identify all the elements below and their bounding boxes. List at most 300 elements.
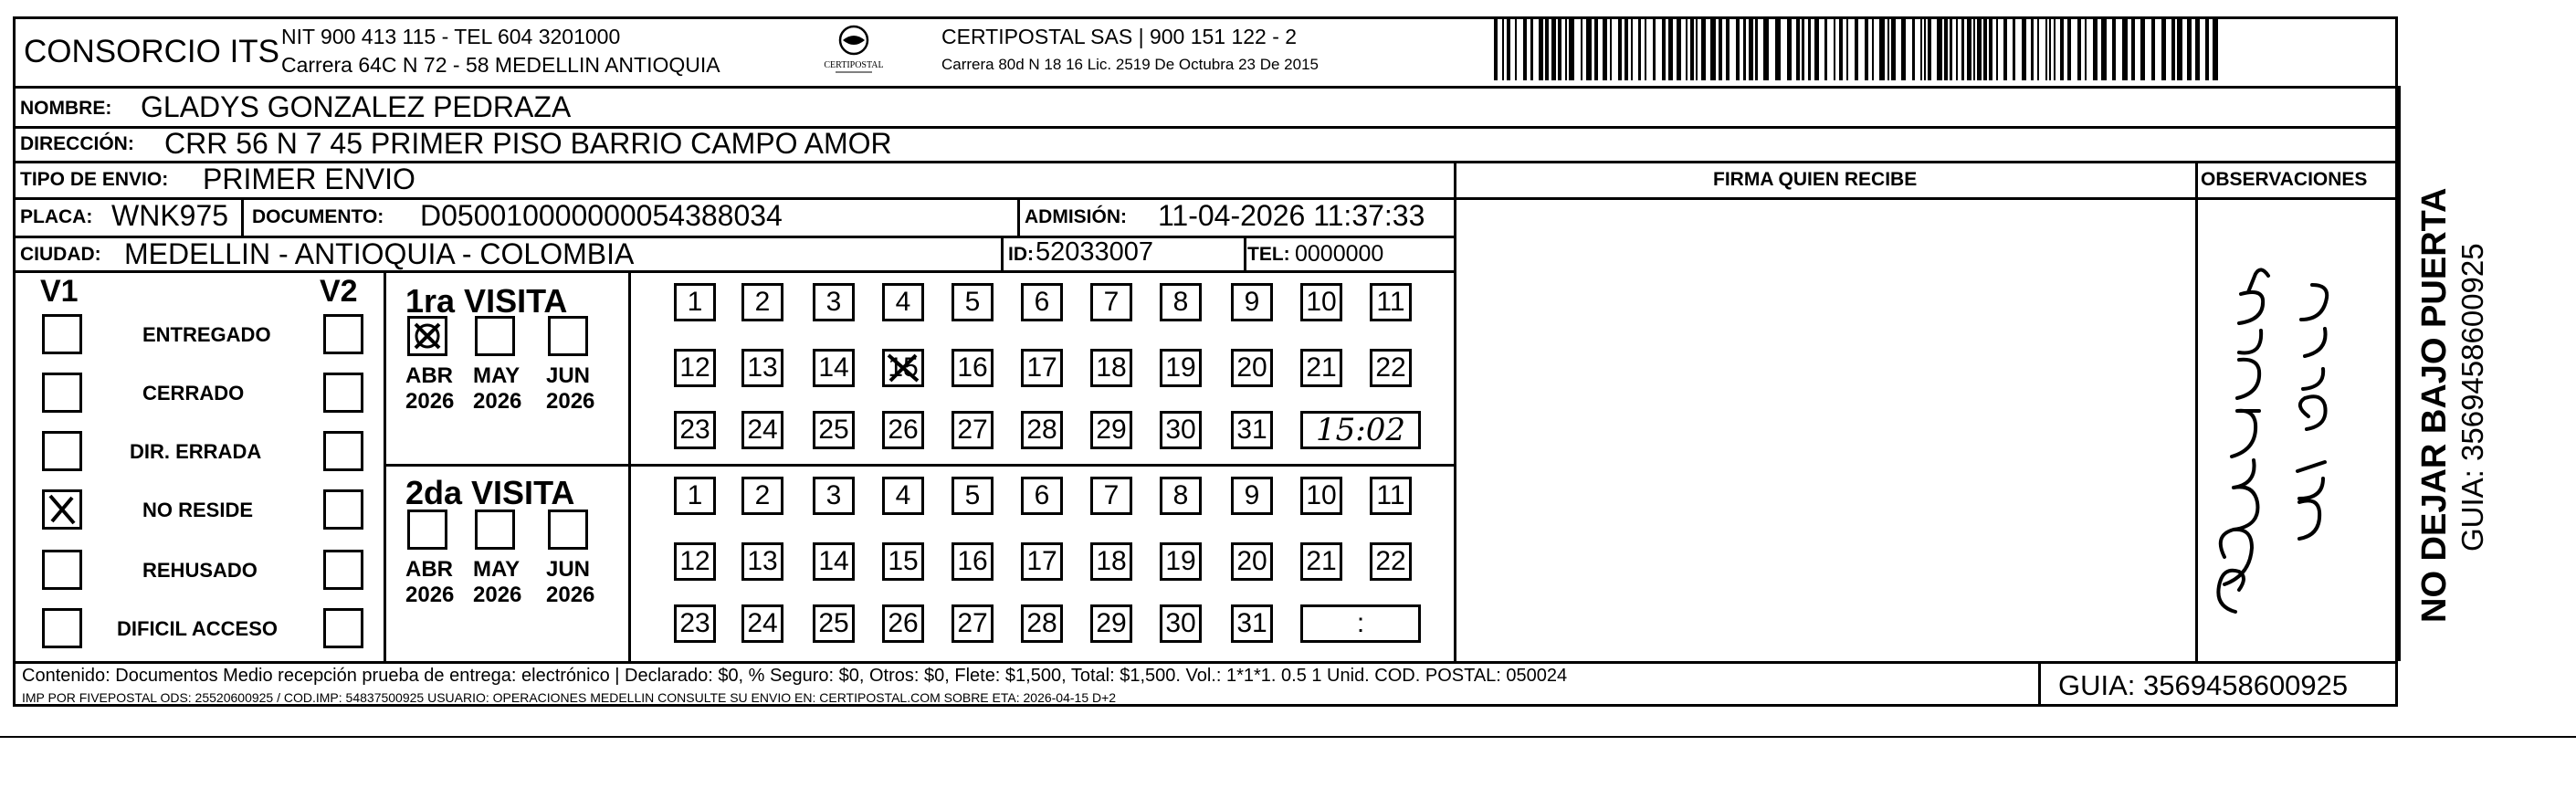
- placa-value: WNK975: [111, 199, 229, 232]
- barcode-bar: [1887, 16, 1889, 80]
- day-number: 28: [1026, 415, 1057, 445]
- day-number: 22: [1375, 352, 1406, 383]
- day-box[interactable]: [1231, 477, 1273, 515]
- status-label: NO RESIDE: [142, 499, 254, 521]
- barcode-bar: [1701, 16, 1706, 80]
- day-box[interactable]: [674, 349, 716, 387]
- day-number: 27: [957, 415, 988, 445]
- barcode-bar: [1872, 16, 1874, 80]
- barcode-bar: [1690, 16, 1694, 80]
- v2-checkbox[interactable]: [323, 314, 363, 354]
- barcode-bar: [1846, 16, 1848, 80]
- day-box[interactable]: [1021, 542, 1063, 581]
- barcode-bar: [2213, 16, 2218, 80]
- day-box[interactable]: [1300, 283, 1342, 321]
- barcode-bar: [1796, 16, 1800, 80]
- day-number: 18: [1096, 546, 1127, 576]
- day-number: 19: [1165, 352, 1196, 383]
- v2-checkbox[interactable]: [323, 373, 363, 413]
- month-name: MAY: [473, 557, 520, 582]
- v1-checkbox[interactable]: [42, 489, 82, 530]
- day-number: 9: [1244, 480, 1260, 510]
- day-number: 22: [1375, 546, 1406, 576]
- month-checkbox[interactable]: [548, 316, 588, 356]
- footer-contenido: Contenido: Documentos Medio recepción prueba de entrega: electrónico | Declarado: $0, % Seguro: $0, Otros: $0, Flete: $1,500, Total: $1,500. Vol.: 1*1*1. 0.5 1 Unid. COD. POSTAL: 050024: [22, 666, 1568, 686]
- day-box[interactable]: [1021, 283, 1063, 321]
- day-box[interactable]: [1370, 283, 1412, 321]
- day-box[interactable]: [1090, 411, 1132, 449]
- status-label: DIR. ERRADA: [130, 440, 262, 463]
- tear-line: [0, 736, 2576, 738]
- barcode-bar: [1802, 16, 1804, 80]
- barcode-bar: [1983, 16, 1987, 80]
- barcode: [1494, 16, 2224, 80]
- day-number: 26: [888, 415, 919, 445]
- v1-checkbox[interactable]: [42, 550, 82, 590]
- v1-checkbox[interactable]: [42, 373, 82, 413]
- barcode-bar: [1523, 16, 1527, 80]
- barcode-bar: [2122, 16, 2128, 80]
- nombre-label: NOMBRE:: [20, 98, 112, 119]
- day-number: 29: [1096, 608, 1127, 638]
- day-number: 2: [754, 287, 771, 317]
- tel-label: TEL:: [1247, 244, 1290, 265]
- day-number: 28: [1026, 608, 1057, 638]
- day-box[interactable]: [1160, 411, 1202, 449]
- barcode-bar: [1755, 16, 1758, 80]
- month-year: 2026: [473, 583, 522, 607]
- footer-guia: GUIA: 3569458600925: [2058, 669, 2349, 701]
- day-box[interactable]: [674, 542, 716, 581]
- v1-checkbox[interactable]: [42, 431, 82, 471]
- day-number: 17: [1026, 352, 1057, 383]
- placa-divider: [241, 197, 244, 236]
- day-number: 3: [825, 480, 842, 510]
- day-box[interactable]: [1231, 604, 1273, 643]
- day-number: 1: [687, 480, 703, 510]
- day-box[interactable]: [1300, 349, 1342, 387]
- day-number: 29: [1096, 415, 1127, 445]
- day-box[interactable]: [882, 604, 924, 643]
- v2-checkbox[interactable]: [323, 608, 363, 648]
- company-address: Carrera 64C N 72 - 58 MEDELLIN ANTIOQUIA: [281, 53, 720, 77]
- day-box[interactable]: [674, 411, 716, 449]
- month-year: 2026: [546, 583, 595, 607]
- address-box-edge: [2398, 86, 2401, 161]
- barcode-bar: [1551, 16, 1556, 80]
- day-number: 6: [1034, 480, 1050, 510]
- id-value: 52033007: [1036, 237, 1154, 267]
- day-box[interactable]: [813, 283, 855, 321]
- barcode-bar: [2140, 16, 2145, 80]
- barcode-bar: [1920, 16, 1922, 80]
- header-divider: [13, 86, 2398, 89]
- day-number: 5: [964, 480, 981, 510]
- footer-imp: IMP POR FIVEPOSTAL ODS: 25520600925 / COD.IMP: 54837500925 USUARIO: OPERACIONES MEDELLIN CONSULTE SU ENVIO EN: CERTIPOSTAL.COM SOBRE ETA: 2026-04-15 D+2: [22, 690, 1117, 705]
- day-box[interactable]: [1021, 604, 1063, 643]
- day-box[interactable]: [1160, 542, 1202, 581]
- status-label: ENTREGADO: [142, 323, 271, 346]
- barcode-bar: [1502, 16, 1504, 80]
- day-number: 8: [1172, 480, 1189, 510]
- first-visit-title: 1ra VISITA: [405, 282, 568, 320]
- barcode-bar: [1834, 16, 1835, 80]
- v2-checkbox[interactable]: [323, 550, 363, 590]
- day-number: 14: [818, 352, 849, 383]
- barcode-bar: [1507, 16, 1510, 80]
- day-box[interactable]: [1300, 542, 1342, 581]
- day-number: 12: [679, 546, 710, 576]
- day-number: 15: [888, 352, 919, 383]
- day-box[interactable]: [952, 604, 994, 643]
- barcode-bar: [2060, 16, 2064, 80]
- ciudad-value: MEDELLIN - ANTIOQUIA - COLOMBIA: [124, 237, 635, 270]
- footer-guia-divider: [2038, 661, 2041, 707]
- barcode-bar: [1937, 16, 1942, 80]
- day-number: 3: [825, 287, 842, 317]
- direccion-label: DIRECCIÓN:: [20, 133, 134, 154]
- day-box[interactable]: [674, 283, 716, 321]
- day-box[interactable]: [952, 477, 994, 515]
- month-checkbox[interactable]: [407, 510, 447, 550]
- first-visit-time-box[interactable]: [1300, 411, 1421, 449]
- barcode-bar: [1824, 16, 1827, 80]
- barcode-bar: [2187, 16, 2192, 80]
- barcode-bar: [1814, 16, 1819, 80]
- barcode-bar: [1494, 16, 1498, 80]
- day-box[interactable]: [1231, 283, 1273, 321]
- day-number: 10: [1306, 287, 1337, 317]
- day-box[interactable]: [882, 542, 924, 581]
- tipo-value: PRIMER ENVIO: [203, 163, 415, 195]
- observaciones-right-edge: [2398, 161, 2401, 661]
- barcode-bar: [1662, 16, 1666, 80]
- documento-value: D050010000000054388034: [420, 199, 783, 232]
- month-name: JUN: [546, 557, 591, 582]
- barcode-bar: [2022, 16, 2026, 80]
- day-box[interactable]: [813, 604, 855, 643]
- barcode-bar: [2205, 16, 2209, 80]
- barcode-bar: [2093, 16, 2098, 80]
- barcode-bar: [2131, 16, 2135, 80]
- day-box[interactable]: [1370, 477, 1412, 515]
- month-year: 2026: [473, 389, 522, 414]
- certipostal-line: CERTIPOSTAL SAS | 900 151 122 - 2: [941, 25, 1298, 48]
- barcode-bar: [1928, 16, 1931, 80]
- day-number: 11: [1376, 480, 1405, 510]
- day-number: 13: [747, 352, 778, 383]
- barcode-bar: [1638, 16, 1641, 80]
- barcode-bar: [1668, 16, 1673, 80]
- month-year: 2026: [405, 583, 455, 607]
- month-year: 2026: [405, 389, 455, 414]
- v1-checkbox[interactable]: [42, 608, 82, 648]
- day-box[interactable]: [813, 411, 855, 449]
- day-number: 24: [747, 608, 778, 638]
- barcode-bar: [2177, 16, 2182, 80]
- barcode-bar: [1787, 16, 1792, 80]
- day-number: 20: [1236, 352, 1267, 383]
- barcode-bar: [1839, 16, 1843, 80]
- id-divider: [1001, 236, 1004, 270]
- barcode-bar: [1967, 16, 1971, 80]
- day-box[interactable]: [1300, 477, 1342, 515]
- day-box[interactable]: [1370, 542, 1412, 581]
- day-number: 10: [1306, 480, 1337, 510]
- day-number: 7: [1103, 480, 1120, 510]
- barcode-bar: [1539, 16, 1543, 80]
- day-box[interactable]: [882, 411, 924, 449]
- barcode-bar: [2054, 16, 2056, 80]
- v1-checkbox[interactable]: [42, 314, 82, 354]
- month-year: 2026: [546, 389, 595, 414]
- barcode-bar: [1956, 16, 1958, 80]
- day-box[interactable]: [1231, 411, 1273, 449]
- month-name: JUN: [546, 363, 591, 388]
- firma-header: FIRMA QUIEN RECIBE: [1713, 169, 1918, 190]
- barcode-bar: [1901, 16, 1906, 80]
- barcode-bar: [1530, 16, 1533, 80]
- barcode-bar: [1686, 16, 1688, 80]
- barcode-bar: [1891, 16, 1896, 80]
- visit-time: :: [1356, 608, 1365, 638]
- day-number: 25: [818, 415, 849, 445]
- day-box[interactable]: [741, 604, 783, 643]
- day-box[interactable]: [952, 283, 994, 321]
- day-number: 20: [1236, 546, 1267, 576]
- barcode-bar: [1545, 16, 1549, 80]
- admision-divider: [1017, 197, 1020, 236]
- day-box[interactable]: [952, 349, 994, 387]
- id-label: ID:: [1008, 244, 1034, 265]
- certipostal-address: Carrera 80d N 18 16 Lic. 2519 De Octubra 23 De 2015: [941, 56, 1319, 73]
- day-number: 5: [964, 287, 981, 317]
- day-box[interactable]: [1021, 349, 1063, 387]
- barcode-bar: [2067, 16, 2071, 80]
- barcode-bar: [2045, 16, 2047, 80]
- barcode-bar: [1726, 16, 1730, 80]
- day-box[interactable]: [1160, 604, 1202, 643]
- day-box[interactable]: [1090, 283, 1132, 321]
- barcode-bar: [1677, 16, 1681, 80]
- day-number: 25: [818, 608, 849, 638]
- barcode-bar: [1645, 16, 1646, 80]
- month-name: MAY: [473, 363, 520, 388]
- day-number: 12: [679, 352, 710, 383]
- barcode-bar: [1961, 16, 1964, 80]
- firma-divider: [1454, 161, 1456, 661]
- observation-handwriting: [2197, 228, 2398, 648]
- month-checkbox[interactable]: [548, 510, 588, 550]
- day-box[interactable]: [952, 542, 994, 581]
- day-box[interactable]: [1090, 349, 1132, 387]
- documento-label: DOCUMENTO:: [252, 206, 384, 227]
- certipostal-logo: [813, 24, 895, 79]
- visit-time: 15:02: [1316, 412, 1405, 448]
- barcode-bar: [2161, 16, 2166, 80]
- day-box[interactable]: [1090, 542, 1132, 581]
- barcode-bar: [2077, 16, 2081, 80]
- day-number: 30: [1165, 608, 1196, 638]
- v2-label: V2: [320, 274, 358, 309]
- day-box[interactable]: [674, 477, 716, 515]
- barcode-bar: [2049, 16, 2051, 80]
- day-box[interactable]: [1160, 283, 1202, 321]
- day-box[interactable]: [1090, 477, 1132, 515]
- visit-divider: [384, 464, 1454, 467]
- day-box[interactable]: [813, 349, 855, 387]
- day-number: 17: [1026, 546, 1057, 576]
- barcode-bar: [1977, 16, 1982, 80]
- day-number: 19: [1165, 546, 1196, 576]
- day-number: 21: [1306, 546, 1337, 576]
- day-box[interactable]: [741, 477, 783, 515]
- barcode-bar: [1749, 16, 1753, 80]
- day-box[interactable]: [1160, 349, 1202, 387]
- day-number: 18: [1096, 352, 1127, 383]
- day-number: 11: [1376, 287, 1405, 317]
- day-number: 24: [747, 415, 778, 445]
- day-box[interactable]: [741, 542, 783, 581]
- barcode-bar: [1912, 16, 1915, 80]
- barcode-bar: [1624, 16, 1628, 80]
- company-nit: NIT 900 413 115 - TEL 604 3201000: [281, 25, 621, 48]
- day-box[interactable]: [882, 349, 924, 387]
- v1-label: V1: [40, 274, 79, 309]
- barcode-bar: [2112, 16, 2116, 80]
- status-label: REHUSADO: [142, 559, 258, 582]
- v2-checkbox[interactable]: [323, 431, 363, 471]
- day-box[interactable]: [1021, 477, 1063, 515]
- admision-value: 11-04-2026 11:37:33: [1158, 199, 1425, 232]
- barcode-bar: [1865, 16, 1868, 80]
- status-label: DIFICIL ACCESO: [117, 617, 279, 640]
- day-number: 16: [957, 352, 988, 383]
- day-box[interactable]: [674, 604, 716, 643]
- observaciones-header: OBSERVACIONES: [2201, 169, 2368, 190]
- day-box[interactable]: [882, 477, 924, 515]
- barcode-bar: [1558, 16, 1561, 80]
- day-number: 1: [687, 287, 703, 317]
- day-number: 31: [1236, 608, 1267, 638]
- day-box[interactable]: [1370, 349, 1412, 387]
- barcode-bar: [2003, 16, 2007, 80]
- admision-label: ADMISIÓN:: [1025, 206, 1127, 227]
- barcode-bar: [1924, 16, 1926, 80]
- ciudad-label: CIUDAD:: [20, 244, 101, 265]
- barcode-bar: [1603, 16, 1607, 80]
- barcode-bar: [1719, 16, 1722, 80]
- barcode-bar: [2085, 16, 2087, 80]
- v2-checkbox[interactable]: [323, 489, 363, 530]
- day-number: 23: [679, 415, 710, 445]
- day-box[interactable]: [813, 477, 855, 515]
- day-box[interactable]: [741, 411, 783, 449]
- barcode-bar: [1610, 16, 1612, 80]
- day-number: 14: [818, 546, 849, 576]
- day-number: 30: [1165, 415, 1196, 445]
- nombre-value: GLADYS GONZALEZ PEDRAZA: [141, 90, 572, 123]
- day-box[interactable]: [952, 411, 994, 449]
- day-box[interactable]: [813, 542, 855, 581]
- barcode-bar: [2101, 16, 2107, 80]
- company-name: CONSORCIO ITS: [24, 34, 280, 69]
- day-box[interactable]: [1160, 477, 1202, 515]
- day-number: 23: [679, 608, 710, 638]
- month-name: ABR: [405, 557, 453, 582]
- day-number: 4: [895, 480, 911, 510]
- barcode-bar: [1594, 16, 1598, 80]
- day-number: 27: [957, 608, 988, 638]
- barcode-bar: [1586, 16, 1592, 80]
- barcode-bar: [1565, 16, 1567, 80]
- second-visit-time-box[interactable]: [1300, 604, 1421, 643]
- row-divider: [13, 270, 1454, 273]
- day-number: 7: [1103, 287, 1120, 317]
- month-name: ABR: [405, 363, 453, 388]
- day-number: 31: [1236, 415, 1267, 445]
- barcode-bar: [1989, 16, 1992, 80]
- no-dejar-bajo-puerta: NO DEJAR BAJO PUERTA: [2415, 187, 2454, 623]
- day-number: 13: [747, 546, 778, 576]
- day-mark: [885, 352, 921, 392]
- month-checkbox[interactable]: [475, 316, 515, 356]
- day-box[interactable]: [741, 283, 783, 321]
- day-number: 21: [1306, 352, 1337, 383]
- barcode-bar: [2037, 16, 2039, 80]
- barcode-bar: [2195, 16, 2200, 80]
- month-checkbox[interactable]: [407, 316, 447, 356]
- day-box[interactable]: [882, 283, 924, 321]
- barcode-bar: [1775, 16, 1781, 80]
- day-number: 9: [1244, 287, 1260, 317]
- barcode-bar: [1618, 16, 1622, 80]
- barcode-bar: [2013, 16, 2015, 80]
- barcode-bar: [1944, 16, 1948, 80]
- barcode-bar: [1763, 16, 1769, 80]
- day-number: 26: [888, 608, 919, 638]
- tel-divider: [1244, 236, 1246, 270]
- day-number: 15: [888, 546, 919, 576]
- barcode-bar: [2031, 16, 2034, 80]
- tel-value: 0000000: [1295, 241, 1384, 267]
- tipo-label: TIPO DE ENVIO:: [20, 169, 169, 190]
- day-number: 16: [957, 546, 988, 576]
- barcode-bar: [1710, 16, 1716, 80]
- day-box[interactable]: [1231, 349, 1273, 387]
- day-box[interactable]: [1090, 604, 1132, 643]
- day-number: 6: [1034, 287, 1050, 317]
- placa-label: PLACA:: [20, 206, 93, 227]
- barcode-bar: [1855, 16, 1858, 80]
- direccion-value: CRR 56 N 7 45 PRIMER PISO BARRIO CAMPO AMOR: [164, 127, 892, 160]
- day-box[interactable]: [741, 349, 783, 387]
- second-visit-title: 2da VISITA: [405, 474, 575, 511]
- barcode-bar: [1569, 16, 1574, 80]
- barcode-bar: [1696, 16, 1698, 80]
- barcode-bar: [1808, 16, 1811, 80]
- svg-text:CERTIPOSTAL: CERTIPOSTAL: [824, 60, 884, 70]
- day-box[interactable]: [1231, 542, 1273, 581]
- day-box[interactable]: [1021, 411, 1063, 449]
- side-guia: GUIA: 3569458600925: [2455, 243, 2489, 552]
- barcode-bar: [1736, 16, 1740, 80]
- barcode-bar: [1879, 16, 1885, 80]
- barcode-bar: [1743, 16, 1746, 80]
- barcode-bar: [1653, 16, 1656, 80]
- barcode-bar: [2171, 16, 2175, 80]
- month-checkbox[interactable]: [475, 510, 515, 550]
